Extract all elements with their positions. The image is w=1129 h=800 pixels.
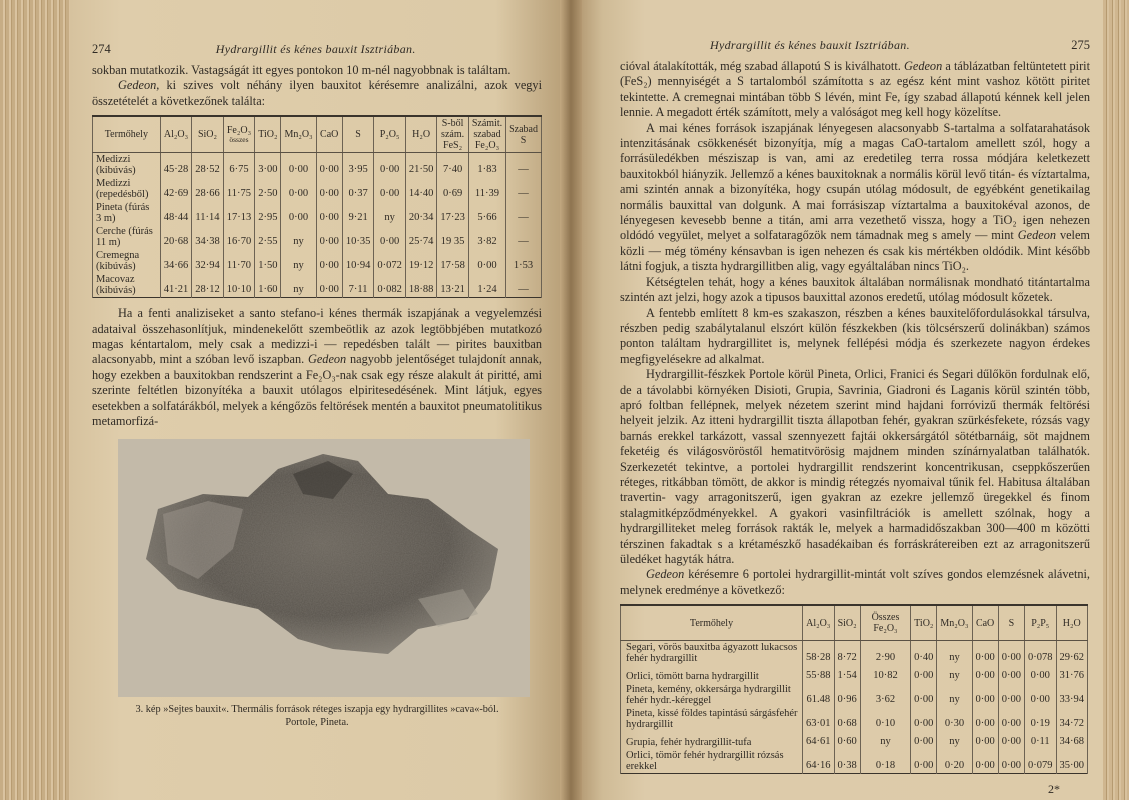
value-cell: —	[506, 201, 542, 225]
paragraph	[92, 78, 542, 109]
location-cell: Segari, vörös bauxitba ágyazott lukacsos fehér hydrargillit	[621, 641, 803, 666]
value-cell: 28·12	[192, 273, 224, 298]
value-cell: 1·53	[506, 249, 542, 273]
running-head-right: Hydrargillit és kénes bauxit Isztriában.	[710, 38, 910, 52]
table-row	[93, 153, 542, 178]
value-cell: 13·21	[437, 273, 469, 298]
value-cell: 33·94	[1056, 683, 1088, 707]
value-cell: 25·74	[405, 225, 437, 249]
value-cell: 0·00	[1025, 683, 1057, 707]
value-cell: 19 35	[437, 225, 469, 249]
value-cell: 0·00	[374, 153, 406, 178]
value-cell: 2·55	[255, 225, 281, 249]
value-cell: 0·00	[316, 153, 342, 178]
author-name: Gedeon	[646, 567, 685, 582]
value-cell: 10·10	[223, 273, 255, 298]
location-cell: Medizzi (repedésből)	[93, 177, 161, 201]
value-cell: 3·00	[255, 153, 281, 178]
caption-line: Portole, Pineta.	[285, 717, 349, 729]
value-cell: 0·37	[342, 177, 374, 201]
page-number-left: 274	[92, 42, 111, 56]
value-cell: 0·00	[911, 665, 937, 683]
column-header: Termőhely	[621, 605, 803, 641]
value-cell: 29·62	[1056, 641, 1088, 666]
author-name: Gedeon,	[118, 78, 160, 93]
value-cell: 7·11	[342, 273, 374, 298]
value-cell: 0·00	[972, 641, 998, 666]
table-row	[93, 273, 542, 298]
value-cell: ny	[937, 731, 972, 749]
value-cell: 34·68	[1056, 731, 1088, 749]
location-cell: Cerche (fúrás 11 m)	[93, 225, 161, 249]
paragraph	[620, 567, 1090, 598]
column-header: Termőhely	[93, 116, 161, 153]
value-cell: 0·00	[998, 731, 1024, 749]
value-cell: 0·40	[911, 641, 937, 666]
value-cell: 0·96	[834, 683, 860, 707]
column-header: Fe₂O₃ összes	[223, 116, 255, 153]
value-cell: 34·38	[192, 225, 224, 249]
column-header: S	[342, 116, 374, 153]
value-cell: 58·28	[803, 641, 835, 666]
location-cell: Pineta, kemény, okkersárga hydrargillit fehér hydr.-kéreggel	[621, 683, 803, 707]
paragraph: sokban mutatkozik. Vastagságát itt egyes pontokon 10 m-nél nagyobbnak is találtam.	[92, 63, 511, 77]
value-cell: 28·52	[192, 153, 224, 178]
value-cell: 14·40	[405, 177, 437, 201]
value-cell: 0·00	[281, 177, 316, 201]
value-cell: 2·90	[860, 641, 910, 666]
table-row	[621, 683, 1088, 707]
value-cell: 0·00	[911, 749, 937, 774]
value-cell: 63·01	[803, 707, 835, 731]
value-cell: ny	[281, 273, 316, 298]
value-cell: 0·69	[437, 177, 469, 201]
value-cell: 48·44	[160, 201, 192, 225]
location-cell: Pineta, kissé földes tapintású sárgásfehér hydrargillit	[621, 707, 803, 731]
paragraph: Hydrargillit-fészkek Portole körül Pineta, Orlici, Franici és Segari dűlőkön fordulnak elő, de a távolabbi környéken Disioti, Grupia, Savrinia, Giadroni és Laganis körül szintén több, apró foltban fellépnek, melyek nézetem szerint mind hajdani forróvizű thermák feltörési helyeit jelzik. Az itteni hydrargillit tiszta állapotban fehér, gyakran szürkésfekete, rózsás vagy barnás erekkel tarkázott, vassal szennyezett fajtái okkersárgától sötétbarnáig, söt majdnem feketéig és világosvöröstől hematitvörösig majdnem minden színárnyalatban találhatók. Szerkezetét tekintve, a portolei hydrargillit rendszerint koncentrikusan, cseppkőszerűen réteges, ritkábban tömött, de akkor is mindig rétegzés nyomaival tűnik fel. Habitusa általában travertin- vagy arragonitszerű, igen gyakran az ezekre jellemző üregekkel és finom stalagmitképződményekkel. A gyakori vasinfiltrációk is amellett szólnak, hogy a hydrargilliteket meleg források rakták le, melyek a harmadidőszakban 300—400 m közötti térszinen fakadtak s a krétamészkő hasadékaiban és forráskrátereiben ezt az arragonitszerű üledéket hagyták hátra.	[620, 367, 1090, 566]
value-cell: 32·94	[192, 249, 224, 273]
paragraph-text: velem közli — még tömény kénsavban is igen nehezen és csak kis mértékben oldódik. Mint később látni fogjuk, a tiszta hydrargillitben alig, vagy egyáltalában nincs TiO₂.	[620, 228, 1090, 274]
value-cell: 17·13	[223, 201, 255, 225]
table-row	[93, 249, 542, 273]
value-cell: —	[506, 177, 542, 201]
value-cell: 0·11	[1025, 731, 1057, 749]
value-cell: 11·75	[223, 177, 255, 201]
value-cell: 0·00	[911, 683, 937, 707]
value-cell: 0·00	[911, 707, 937, 731]
value-cell: 17·58	[437, 249, 469, 273]
author-name: Gedeon	[307, 352, 347, 367]
value-cell: ny	[937, 665, 972, 683]
location-cell: Cremegna (kibúvás)	[93, 249, 161, 273]
value-cell: 0·00	[281, 153, 316, 178]
value-cell: 64·61	[803, 731, 835, 749]
caption-line: 3. kép »Sejtes bauxit«. Thermális források réteges iszapja egy hydrargillites »cava«-ból.	[135, 704, 499, 716]
table-row	[93, 225, 542, 249]
paragraph-text: kérésemre 6 portolei hydrargillit-mintát volt szíves gondos elemzésnek alávetni, melynek eredménye a következő:	[620, 567, 1090, 597]
column-header: H₂O	[1056, 605, 1088, 641]
right-page-header	[620, 38, 1090, 56]
value-cell: 1·50	[255, 249, 281, 273]
value-cell: 0·60	[834, 731, 860, 749]
value-cell: 55·88	[803, 665, 835, 683]
value-cell: 0·082	[374, 273, 406, 298]
paragraph-text: nagyobb jelentőséget tulajdonít annak, hogy ezekben a bauxitokban rendszerint a Fe₂O₃-nak csak egy része alakult át piritté, ami szerinte feltétlen bizonyítéka a bauxit utólagos elpiritesedésének. Mint látjuk, egyes esetekben a solfatárákból, melyek a kéngőzös feltörések mentén a bauxitot pneumatolitikus metamorfizá-	[92, 352, 542, 429]
value-cell: 17·23	[437, 201, 469, 225]
value-cell: ny	[281, 249, 316, 273]
value-cell: 16·70	[223, 225, 255, 249]
page-number-right: 275	[1071, 38, 1090, 52]
running-head-left: Hydrargillit és kénes bauxit Isztriában.	[215, 42, 416, 56]
value-cell: 1·83	[468, 153, 505, 178]
value-cell: 7·40	[437, 153, 469, 178]
value-cell: 0·20	[937, 749, 972, 774]
value-cell: 3·95	[342, 153, 374, 178]
value-cell: ny	[281, 225, 316, 249]
value-cell: 0·68	[834, 707, 860, 731]
value-cell: 10·35	[342, 225, 374, 249]
value-cell: 0·00	[316, 225, 342, 249]
value-cell: 2·95	[255, 201, 281, 225]
value-cell: 0·00	[374, 225, 406, 249]
value-cell: 0·00	[998, 683, 1024, 707]
value-cell: 31·76	[1056, 665, 1088, 683]
column-header: TiO₂	[911, 605, 937, 641]
value-cell: 35·00	[1056, 749, 1088, 774]
value-cell: 0·00	[316, 249, 342, 273]
value-cell: 42·69	[160, 177, 192, 201]
value-cell: 0·10	[860, 707, 910, 731]
value-cell: 34·66	[160, 249, 192, 273]
value-cell: 0·19	[1025, 707, 1057, 731]
paragraph-text: a táblázatban feltüntetett pirit (FeS₂) mennyiségét a S tartalomból számította s az egész ként mint vashoz kötött piritet tekintette. A cremegnai mintában több S lévén, mint Fe, így szabad állapotú kénnek kell jelen lennie. A megadott érték számított, mely a valóságot meg kell hogy közelítse.	[620, 59, 1091, 120]
value-cell: 11·70	[223, 249, 255, 273]
value-cell: 41·21	[160, 273, 192, 298]
value-cell: 0·079	[1025, 749, 1057, 774]
paragraph-text: Ha a fenti analiziseket a santo stefano-i kénes thermák iszapjának a vegyelemzési adataival összehasonlítjuk, mindenekelőtt szembeötlik az azok legtöbbjében mutatkozó magas kéntartalom, mely csak a medizzi-i — repedésben talált — pirites bauxitban alacsonyabb, mint a szóban levő iszapban.	[92, 306, 542, 367]
column-header: SiO₂	[192, 116, 224, 153]
rock-specimen-image	[118, 439, 530, 697]
paragraph: Kétségtelen tehát, hogy a kénes bauxitok általában normálisnak mondható titántartalma szintén azt jelzi, hogy azok a tipusos bauxittal azonos eredetű, utólag módosult kőzetek.	[620, 274, 1090, 305]
value-cell: 0·00	[972, 731, 998, 749]
location-cell: Pineta (fúrás 3 m)	[93, 201, 161, 225]
paragraph-text: A mai kénes források iszapjának lényegesen alacsonyabb S-tartalma a solfatarahatások intenzitásának csökkenését bizonyítja, míg a magas CaO-tartalom amellett szól, hogy a forrásüledékben mésziszap is van, ami az eredetileg terra rossa módjára keletkezett bauxitokból hiányzik. Jellemző a kénes bauxitoknak a normális körül levő titán- és víztartalma, ami szintén annak a bizonyítéka, hogy csupán utólag módosult, de egyébként genetikailag normális bauxittal van dolgunk. A mai forrásiszap víztartalma a bauxitokéval azonos, de lényegesen kevesebb benne a titán, ami arra vezethető vissza, hogy a TiO₂ igen nehezen oldódó vegyület, melyet a solfataragőzök nem támadnak meg s amely — mint	[620, 120, 1090, 243]
value-cell: 0·00	[281, 201, 316, 225]
right-page-content	[620, 38, 1090, 797]
value-cell: 3·62	[860, 683, 910, 707]
left-body-text	[92, 306, 542, 429]
value-cell: 10·82	[860, 665, 910, 683]
column-header: Összes Fe₂O₃	[860, 605, 910, 641]
value-cell: 6·75	[223, 153, 255, 178]
author-name: Gedeon	[903, 59, 943, 73]
column-header: Számit. szabad Fe₂O₃	[468, 116, 505, 153]
book-gutter	[560, 0, 582, 800]
value-cell: 10·94	[342, 249, 374, 273]
value-cell: 0·00	[972, 683, 998, 707]
value-cell: 0·00	[972, 665, 998, 683]
table-row	[621, 749, 1088, 774]
author-name: Gedeon	[1017, 228, 1057, 243]
value-cell: ny	[937, 683, 972, 707]
value-cell: 0·18	[860, 749, 910, 774]
value-cell: 18·88	[405, 273, 437, 298]
column-header: S-ből szám. FeS₂	[437, 116, 469, 153]
value-cell: 34·72	[1056, 707, 1088, 731]
paragraph	[620, 59, 1090, 121]
value-cell: 45·28	[160, 153, 192, 178]
value-cell: 0·00	[911, 731, 937, 749]
value-cell: 0·00	[998, 707, 1024, 731]
bauxite-photograph	[118, 439, 530, 697]
value-cell: 1·24	[468, 273, 505, 298]
column-header: TiO₂	[255, 116, 281, 153]
value-cell: 11·39	[468, 177, 505, 201]
value-cell: 9·21	[342, 201, 374, 225]
location-cell: Grupia, fehér hydrargillit-tufa	[621, 731, 803, 749]
location-cell: Medizzi (kibúvás)	[93, 153, 161, 178]
value-cell: 1·60	[255, 273, 281, 298]
signature-mark: 2*	[1048, 782, 1060, 797]
value-cell: —	[506, 273, 542, 298]
column-header: P₂O₅	[374, 116, 406, 153]
value-cell: 19·12	[405, 249, 437, 273]
page-stack-edge-right	[1103, 0, 1129, 800]
value-cell: 21·50	[405, 153, 437, 178]
column-header: Al₂O₃	[803, 605, 835, 641]
value-cell: 0·00	[316, 201, 342, 225]
value-cell: 0·00	[316, 273, 342, 298]
table-row	[93, 177, 542, 201]
paragraph-text: ki szives volt néhány ilyen bauxitot kérésemre analizálni, azok vegyi összetételét a következőnek találta:	[92, 78, 542, 108]
value-cell: 0·072	[374, 249, 406, 273]
value-cell: 0·00	[972, 749, 998, 774]
value-cell: 0·00	[1025, 665, 1057, 683]
column-header: CaO	[972, 605, 998, 641]
column-header: Szabad S	[506, 116, 542, 153]
location-cell: Macovaz (kibúvás)	[93, 273, 161, 298]
paragraph: A fentebb említett 8 km-es szakaszon, részben a kénes bauxitelőfordulásokkal társulva, részben pedig szabálytalanul elszórt külön fészkekben (kis tölcsérszerű dolinákban) számos ponton találtam hydrargillitet is, melynek fellépési módja és szerkezete nagyon érdekes megfigyelésekre ad alkalmat.	[620, 305, 1090, 366]
paragraph	[92, 306, 542, 429]
column-header-note: összes	[229, 135, 249, 145]
value-cell: 0·00	[998, 665, 1024, 683]
value-cell: —	[506, 153, 542, 178]
table-row	[621, 731, 1088, 749]
value-cell: 0·00	[998, 641, 1024, 666]
left-intro-text	[92, 63, 542, 109]
right-body-text	[620, 59, 1090, 598]
value-cell: 0·00	[468, 249, 505, 273]
value-cell: 11·14	[192, 201, 224, 225]
value-cell: 20·68	[160, 225, 192, 249]
value-cell: 5·66	[468, 201, 505, 225]
paragraph-text: cióval átalakították, még szabad állapotú S is kiválhatott.	[620, 59, 904, 73]
value-cell: 61.48	[803, 683, 835, 707]
value-cell: 28·66	[192, 177, 224, 201]
column-header: CaO	[316, 116, 342, 153]
table-row	[621, 665, 1088, 683]
hydrargillite-analysis-table	[620, 604, 1088, 774]
value-cell: 0·00	[998, 749, 1024, 774]
value-cell: —	[506, 225, 542, 249]
location-cell: Orlici, tömör fehér hydrargillit rózsás erekkel	[621, 749, 803, 774]
value-cell: ny	[374, 201, 406, 225]
column-header: Mn₂O₃	[281, 116, 316, 153]
location-cell: Orlici, tömött barna hydrargillit	[621, 665, 803, 683]
bauxite-analysis-table	[92, 115, 542, 298]
value-cell: ny	[937, 641, 972, 666]
left-page-header	[92, 42, 542, 60]
value-cell: 0·00	[316, 177, 342, 201]
value-cell: 0·30	[937, 707, 972, 731]
value-cell: 8·72	[834, 641, 860, 666]
column-header: H₂O	[405, 116, 437, 153]
value-cell: 3·82	[468, 225, 505, 249]
column-header: SiO₂	[834, 605, 860, 641]
table-row	[621, 707, 1088, 731]
value-cell: ny	[860, 731, 910, 749]
value-cell: 0·078	[1025, 641, 1057, 666]
left-page-content	[92, 42, 542, 729]
column-header: Al₂O₃	[160, 116, 192, 153]
value-cell: 20·34	[405, 201, 437, 225]
table-row	[621, 641, 1088, 666]
column-header: Mn₂O₃	[937, 605, 972, 641]
value-cell: 64·16	[803, 749, 835, 774]
value-cell: 0·00	[374, 177, 406, 201]
value-cell: 2·50	[255, 177, 281, 201]
page-stack-edge-left	[0, 0, 78, 800]
value-cell: 1·54	[834, 665, 860, 683]
paragraph	[620, 121, 1090, 275]
table-row	[93, 201, 542, 225]
value-cell: 0·00	[972, 707, 998, 731]
figure-caption	[92, 703, 542, 729]
column-header: S	[998, 605, 1024, 641]
value-cell: 0·38	[834, 749, 860, 774]
column-header: P₂P₅	[1025, 605, 1057, 641]
